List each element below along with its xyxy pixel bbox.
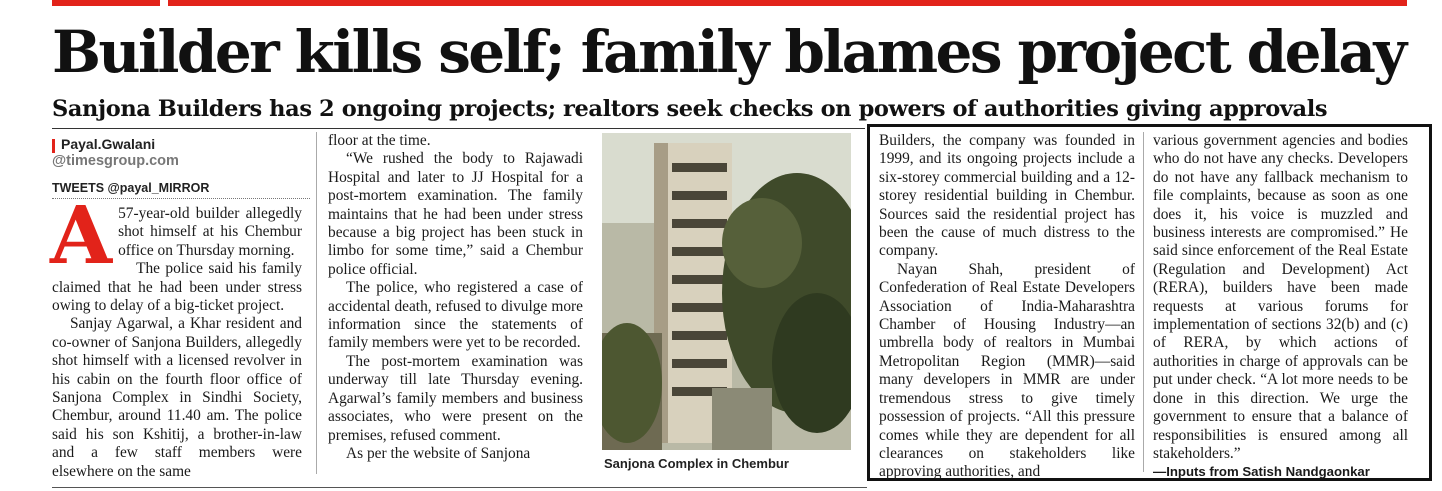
byline-name: Payal.Gwalani bbox=[61, 136, 156, 152]
article-headline: Builder kills self; family blames project delay bbox=[52, 18, 1405, 86]
byline bbox=[52, 136, 312, 170]
section-bar-gap bbox=[160, 0, 168, 6]
paragraph: Sanjay Agarwal, a Khar resident and co-owner of Sanjona Builders, allegedly shot himself with a licensed revolver in his cabin on the fourth floor office of Sanjona Complex in Sindhi Society, Chembur, around 11.40 am. The police said his son Kshitij, a brother-in-law and a few staff members were elsewhere on the same bbox=[52, 315, 302, 480]
paragraph: “We rushed the body to Rajawadi Hospital and later to JJ Hospital for a post-mortem examination. The family maintains that he had been under stress because a big project has been stuck in limbo for some time,” said a Chembur police official. bbox=[328, 150, 583, 278]
paragraph: 57-year-old builder allegedly shot himself at his Chembur office on Thursday morning. bbox=[118, 205, 302, 259]
byline-handle: @timesgroup.com bbox=[52, 153, 179, 169]
section-top-bar bbox=[52, 0, 1407, 6]
column-separator bbox=[316, 132, 317, 474]
drop-cap: A bbox=[50, 188, 113, 282]
article-deck: Sanjona Builders has 2 ongoing projects; realtors seek checks on powers of authorities giving approvals bbox=[52, 96, 1328, 122]
paragraph: As per the website of Sanjona bbox=[346, 444, 531, 462]
deck-rule bbox=[52, 128, 865, 129]
article-column-2 bbox=[328, 132, 583, 463]
article-column-4 bbox=[1153, 132, 1408, 481]
paragraph: Builders, the company was founded in 1999, and its ongoing projects include a six-storey commercial building and a 12-storey residential building in Chembur. Sources said the residential project has been the cause of much distress to the company. bbox=[879, 132, 1135, 260]
building-photo-image bbox=[602, 133, 851, 450]
byline-tweets: TWEETS @payal_MIRROR bbox=[52, 181, 210, 195]
column-separator bbox=[1143, 132, 1144, 472]
article-column-3 bbox=[879, 132, 1135, 482]
paragraph: various government agencies and bodies who do not have any checks. Developers do not have any fallback mechanism to file complaints, because as soon as one does it, his voice is muzzled and business interests are compromised.” He said since enforcement of the Real Estate (Regulation and Development) Act (RERA), builders have been made requests at various forums for implementation of sections 32(b) and (c) of RERA, by which actions of authorities in charge of approvals can be put under check. “A lot more needs to be done in this direction. We urge the government to ensure that a balance of responsibilities is ensured among all stakeholders.” bbox=[1153, 132, 1408, 462]
byline-accent-bar bbox=[52, 139, 55, 153]
paragraph: floor at the time. bbox=[328, 132, 431, 149]
paragraph: The police, who registered a case of accidental death, refused to divulge more information since the statements of family members were yet to be recorded. bbox=[328, 279, 583, 352]
paragraph: Nayan Shah, president of Confederation of Real Estate Developers Association of India-Maharashtra Chamber of Housing Industry—an umbrella body of realtors in Mumbai Metropolitan Region (MMR)—said many developers in MMR are under tremendous stress to give timely possession of projects. “All this pressure comes while they are dependent for all clearances on stakeholders like approving authorities, and bbox=[879, 260, 1135, 481]
paragraph: The post-mortem examination was underway till late Thursday evening. Agarwal’s family members and business associates, who were present on the premises, refused comment. bbox=[328, 352, 583, 444]
inputs-credit: —Inputs from Satish Nandgaonkar bbox=[1153, 464, 1370, 480]
building-photo bbox=[602, 133, 851, 450]
bottom-rule bbox=[52, 487, 867, 488]
paragraph: The police said his family claimed that he had been under stress owing to delay of a big-ticket project. bbox=[52, 260, 302, 315]
photo-caption: Sanjona Complex in Chembur bbox=[604, 456, 789, 471]
